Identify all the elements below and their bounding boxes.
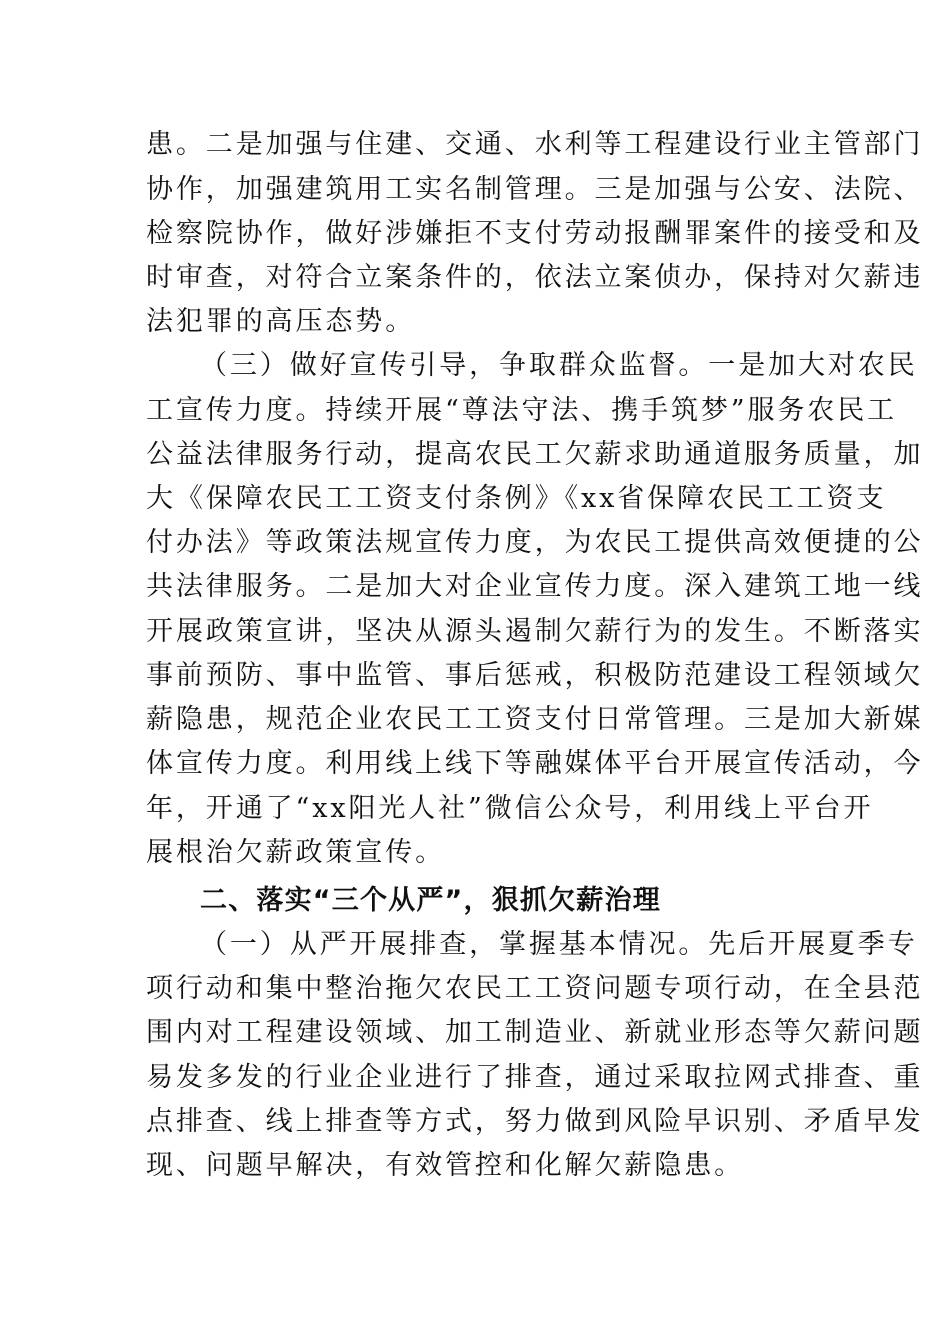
paragraph-line: 点排查、线上排查等方式，努力做到风险早识别、矛盾早发 <box>146 1106 924 1137</box>
paragraph-line: 项行动和集中整治拖欠农民工工资问题专项行动，在全县范 <box>146 973 924 1004</box>
paragraph-line: 开展政策宣讲，坚决从源头遏制欠薪行为的发生。不断落实 <box>146 616 924 647</box>
paragraph-line: 展根治欠薪政策宣传。 <box>146 837 445 868</box>
paragraph-line: 体宣传力度。利用线上线下等融媒体平台开展宣传活动，今 <box>146 748 924 779</box>
paragraph-line: 法犯罪的高压态势。 <box>146 306 416 337</box>
paragraph-line: （三）做好宣传引导，争取群众监督。一是加大对农民 <box>200 350 918 381</box>
paragraph-line: 工宣传力度。持续开展“尊法守法、携手筑梦”服务农民工 <box>146 395 898 426</box>
paragraph-line: 付办法》等政策法规宣传力度，为农民工提供高效便捷的公 <box>146 527 924 558</box>
paragraph-line: 协作，加强建筑用工实名制管理。三是加强与公安、法院、 <box>146 174 924 205</box>
paragraph-line: （一）从严开展排查，掌握基本情况。先后开展夏季专 <box>200 929 918 960</box>
paragraph-line: 易发多发的行业企业进行了排查，通过采取拉网式排查、重 <box>146 1062 924 1093</box>
paragraph-line: 薪隐患，规范企业农民工工资支付日常管理。三是加大新媒 <box>146 704 924 735</box>
paragraph-line: 检察院协作，做好涉嫌拒不支付劳动报酬罪案件的接受和及 <box>146 218 924 249</box>
paragraph-line: 公益法律服务行动，提高农民工欠薪求助通道服务质量，加 <box>146 439 924 470</box>
section-heading: 二、落实“三个从严”，狠抓欠薪治理 <box>200 885 661 916</box>
paragraph-line: 时审查，对符合立案条件的，依法立案侦办，保持对欠薪违 <box>146 262 924 293</box>
paragraph-line: 年，开通了“xx阳光人社”微信公众号，利用线上平台开 <box>146 793 874 824</box>
paragraph-line: 事前预防、事中监管、事后惩戒，积极防范建设工程领域欠 <box>146 660 924 691</box>
paragraph-line: 大《保障农民工工资支付条例》《xx省保障农民工工资支 <box>146 483 887 514</box>
paragraph-line: 患。二是加强与住建、交通、水利等工程建设行业主管部门 <box>146 129 924 160</box>
paragraph-line: 共法律服务。二是加大对企业宣传力度。深入建筑工地一线 <box>146 571 924 602</box>
paragraph-line: 现、问题早解决，有效管控和化解欠薪隐患。 <box>146 1150 744 1181</box>
paragraph-line: 围内对工程建设领域、加工制造业、新就业形态等欠薪问题 <box>146 1017 924 1048</box>
